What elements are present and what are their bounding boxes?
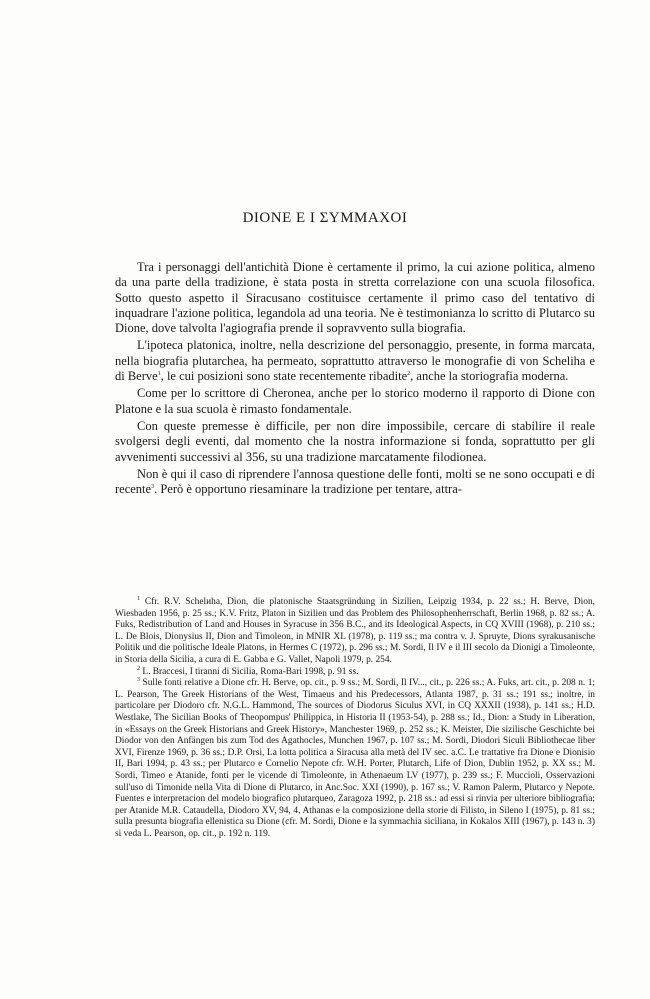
footnote-ref-1[interactable]: 1	[157, 370, 161, 377]
paragraph-2-mid: , le cui posizioni sono state recentemente ribadite	[160, 369, 408, 384]
paragraph-5	[115, 467, 595, 498]
paragraph-3: Come per lo scrittore di Cheronea, anche per lo storico moderno il rapporto di Dione con Platone e la sua scuola è rimasto fondamentale.	[115, 386, 595, 416]
footnote-3	[115, 678, 595, 840]
paragraph-1: Tra i personaggi dell'antichità Dione è certamente il primo, la cui azione politica, almeno da una parte della tradizione, è stata posta in stretta correlazione con una scuola filosofica. Sotto questo aspetto il Siracusano costituisce certamente il primo caso del tentativo di inquadrare l'azione politica, legandola ad una teoria. Ne è testimonianza lo scritto di Plutarco su Dione, dove talvolta l'agiografia prende il sopravvento sulla biografia.	[115, 260, 595, 336]
paragraph-4: Con queste premesse è difficile, per non dire impossibile, cercare di stabilire il reale svolgersi degli eventi, dal momento che la nostra informazione si fonda, soprattutto per gli avvenimenti successivi al 356, su una tradizione marcatamente filodionea.	[115, 418, 595, 464]
footnote-2-text: L. Braccesi, I tiranni di Sicilia, Roma-Bari 1998, p. 91 ss.	[142, 666, 359, 677]
footnote-ref-2[interactable]: 2	[407, 370, 411, 377]
footnote-1	[115, 597, 595, 667]
paragraph-2-text: L'ipoteca platonica, inoltre, nella descrizione del personaggio, presente, in forma marcata, nella biografia plutarchea, ha permeato, soprattutto attraverso le monografie di von Scheliha e di Berve	[115, 338, 595, 384]
footnote-3-number: 3	[137, 677, 140, 684]
footnote-1-text: Cfr. R.V. Schelиha, Dion, die platonische Staatsgründung in Sizilien, Leipzig 1934, p. 22 ss.; H. Berve, Dion, Wiesbaden 1956, p. 25 ss.; K.V. Fritz, Platon in Sizilien und das Problem des Philosophenherrschaft, Berlin 1968, p. 82 ss.; A. Fuks, Redistribution of Land and Houses in Syracuse in 356 B.C., and its Ideological Aspects, in CQ XVIII (1968), p. 210 ss.; L. De Blois, Dionysius II, Dion and Timoleon, in MNIR XL (1978), p. 119 ss.; ma contra v. J. Spruyte, Dions syrakusanische Politik und die politische Ideale Platons, in Hermes C (1972), p. 296 ss.; M. Sordi, Il IV e il III secolo da Dionigi a Timoleonte, in Storia della Sicilia, a cura di E. Gabba e G. Vallet, Napoli 1979, p. 254.	[115, 597, 595, 665]
footnotes	[115, 597, 595, 840]
paragraph-2-end: , anche la storiografia moderna.	[410, 369, 569, 384]
article-title: DIONE E I ΣΥΜΜΑΧΟΙ	[242, 210, 408, 226]
footnote-2	[115, 667, 595, 679]
paragraph-5-text: Non è qui il caso di riprendere l'annosa questione delle fonti, molti se ne sono occupati e di recente	[115, 466, 595, 497]
body-text	[115, 260, 595, 499]
paragraph-5-end: . Però è opportuno riesaminare la tradizione per tentare, attra-	[154, 482, 462, 497]
footnote-3-text: Sulle fonti relative a Dione cfr. H. Berve, op. cit., p. 9 ss.; M. Sordi, Il IV..., cit., p. 226 ss.; A. Fuks, art. cit., p. 208 n. 1; L. Pearson, The Greek Historians of the West, Timaeus and his Predecessors, Atlanta 1987, p. 31 ss.; 191 ss.; inoltre, in particolare per Diodoro cfr. N.G.L. Hammond, The sources of Diodorus Siculus XVI, in CQ XXXII (1938), p. 141 ss.; H.D. Westlake, The Sicilian Books of Theopompus' Philippica, in Historia II (1953-54), p. 288 ss.; Id., Dion: a Study in Liberation, in «Essays on the Greek Historians and Greek History», Manchester 1969, p. 252 ss.; K. Meister, Die sizilische Geschichte bei Diodor von den Anfängen bis zum Tod des Agathocles, Munchen 1967, p. 107 ss.; M. Sordi, Diodori Siculi Bibliothecae liber XVI, Firenze 1969, p. 36 ss.; D.P. Orsi, La lotta politica a Siracusa alla metà del IV sec. a.C. Le trattative fra Dione e Dionisio II, Bari 1994, p. 43 ss.; per Plutarco e Cornelio Nepote cfr. W.H. Porter, Plutarch, Life of Dion, Dublin 1952, p. XX ss.; M. Sordi, Timeo e Atanide, fonti per le vicende di Timoleonte, in Athenaeum LV (1977), p. 239 ss.; F. Muccioli, Osservazioni sull'uso di Timonide nella Vita di Dione di Plutarco, in Anc.Soc. XXI (1990), p. 167 ss.; V. Ramon Palerm, Plutarco y Nepote. Fuentes e interpretacion del modelo biografico plutarqueo, Zaragoza 1992, p. 218 ss.: ad essi si rinvia per ulteriore bibliografia; per Atanide M.R. Cataudella, Diodoro XV, 94, 4, Athanas e la composizione della storie di Filisto, in Sileno I (1975), p. 81 ss.; sulla presunta biografia ellenistica su Dione (cfr. M. Sordi, Dione e la symmachia siciliana, in Kokalos XIII (1967), p. 143 n. 3) si veda L. Pearson, op. cit., p. 192 n. 119.	[115, 678, 596, 839]
footnote-ref-3[interactable]: 3	[151, 484, 155, 490]
paragraph-2	[115, 338, 595, 384]
footnote-1-number: 1	[137, 595, 140, 602]
footnote-2-number: 2	[137, 665, 140, 672]
